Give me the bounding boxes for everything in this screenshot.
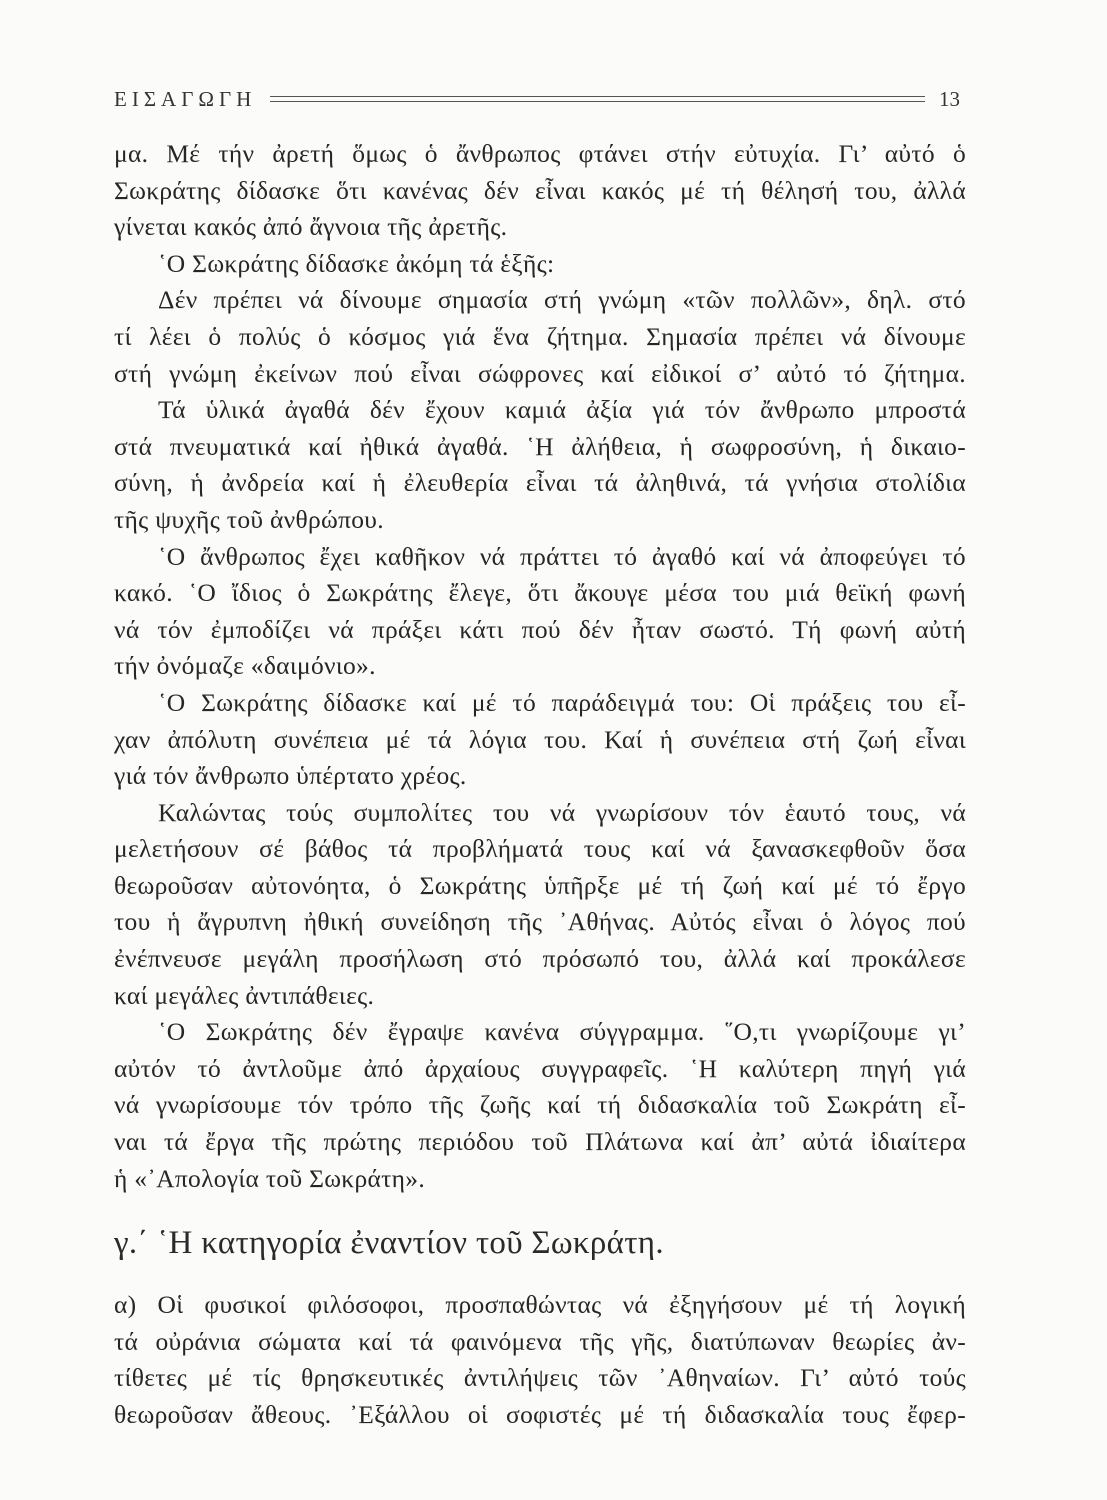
text-line: α) Οἱ φυσικοί φιλόσοφοι, προσπαθώντας νά ἐξηγήσουν μέ τή λογική [114,1290,966,1319]
text-line: στή γνώμη ἐκείνων πού εἶναι σώφρονες καί εἰδικοί σ’ αὐτό τό ζήτημα. [114,358,966,388]
text-line: τῆς ψυχῆς τοῦ ἀνθρώπου. [114,504,384,534]
double-rule-divider [270,96,925,102]
text-line: τίθετες μέ τίς θρησκευτικές ἀντιλήψεις τῶν ᾽Αθηναίων. Γι’ αὐτό τούς [114,1363,966,1393]
text-line: ἡ «᾽Απολογία τοῦ Σωκράτη». [114,1163,426,1193]
text-line: νά γνωρίσουμε τόν τρόπο τῆς ζωῆς καί τή διδασκαλία τοῦ Σωκράτη εἶ- [114,1090,966,1120]
text-line: ῾Ο Σωκράτης δίδασκε καί μέ τό παράδειγμά του: Οἱ πράξεις του εἶ- [158,687,966,717]
text-line: τά οὐράνια σώματα καί τά φαινόμενα τῆς γῆς, διατύπωναν θεωρίες ἀν- [114,1326,966,1356]
text-line: ῾Ο Σωκράτης δέν ἔγραψε κανένα σύγγραμμα. ῞Ο,τι γνωρίζουμε γι’ [158,1017,966,1047]
section-body-text [114,1287,966,1433]
text-line: Καλώντας τούς συμπολίτες του νά γνωρίσουν τόν ἑαυτό τους, νά [158,797,966,827]
text-line: καί μεγάλες ἀντιπάθειες. [114,980,375,1010]
text-line: γιά τόν ἄνθρωπο ὑπέρτατο χρέος. [114,761,467,791]
text-line: ῾Ο Σωκράτης δίδασκε ἀκόμη τά ἑξῆς: [158,248,555,278]
text-line: γίνεται κακός ἀπό ἄγνοια τῆς ἀρετῆς. [114,212,508,242]
body-text [114,136,966,1197]
running-head [114,84,960,114]
text-line: ναι τά ἔργα τῆς πρώτης περιόδου τοῦ Πλάτωνα καί ἀπ’ αὐτά ἰδιαίτερα [114,1127,966,1157]
text-line: τήν ὀνόμαζε «δαιμόνιο». [114,651,376,681]
text-line: του ἡ ἄγρυπνη ἠθική συνείδηση τῆς ᾽Αθήνας. Αὐτός εἶναι ὁ λόγος πού [114,907,966,937]
text-line: κακό. ῾Ο ἴδιος ὁ Σωκράτης ἔλεγε, ὅτι ἄκουγε μέσα του μιά θεϊκή φωνή [114,578,966,608]
text-line: αὐτόν τό ἀντλοῦμε ἀπό ἀρχαίους συγγραφεῖς. ῾Η καλύτερη πηγή γιά [114,1053,966,1083]
text-line: θεωροῦσαν ἄθεους. ᾽Εξάλλου οἱ σοφιστές μέ τή διδασκαλία τους ἔφερ- [114,1399,966,1429]
section-heading: γ.΄ ῾Η κατηγορία ἐναντίον τοῦ Σωκράτη. [114,1225,664,1261]
text-line: στά πνευματικά καί ἠθικά ἀγαθά. ῾Η ἀλήθεια, ἡ σωφροσύνη, ἡ δικαιο- [114,431,966,461]
page-number: 13 [939,86,960,111]
text-line: σύνη, ἡ ἀνδρεία καί ἡ ἐλευθερία εἶναι τά ἀληθινά, τά γνήσια στολίδια [114,468,966,498]
text-line: Δέν πρέπει νά δίνουμε σημασία στή γνώμη «τῶν πολλῶν», δηλ. στό [158,285,966,315]
running-head-title: ΕΙΣΑΓΩΓΗ [114,86,257,111]
text-line: μελετήσουν σέ βάθος τά προβλήματά τους καί νά ξανασκεφθοῦν ὅσα [114,834,966,864]
text-line: ῾Ο ἄνθρωπος ἔχει καθῆκον νά πράττει τό ἀγαθό καί νά ἀποφεύγει τό [158,541,966,571]
text-line: χαν ἀπόλυτη συνέπεια μέ τά λόγια του. Καί ἡ συνέπεια στή ζωή εἶναι [114,724,966,754]
text-line: Τά ὑλικά ἀγαθά δέν ἔχουν καμιά ἀξία γιά τόν ἄνθρωπο μπροστά [158,395,966,425]
text-line: μα. Μέ τήν ἀρετή ὅμως ὁ ἄνθρωπος φτάνει στήν εὐτυχία. Γι’ αὐτό ὁ [114,139,966,168]
text-line: θεωροῦσαν αὐτονόητα, ὁ Σωκράτης ὑπῆρξε μέ τή ζωή καί μέ τό ἔργο [114,870,966,900]
text-line: νά τόν ἐμποδίζει νά πράξει κάτι πού δέν ἦταν σωστό. Τή φωνή αὐτή [114,614,966,644]
text-line: Σωκράτης δίδασκε ὅτι κανένας δέν εἶναι κακός μέ τή θέλησή του, ἀλλά [114,175,966,205]
text-line: τί λέει ὁ πολύς ὁ κόσμος γιά ἕνα ζήτημα. Σημασία πρέπει νά δίνουμε [114,321,966,351]
text-line: ἐνέπνευσε μεγάλη προσήλωση στό πρόσωπό του, ἀλλά καί προκάλεσε [114,944,966,974]
